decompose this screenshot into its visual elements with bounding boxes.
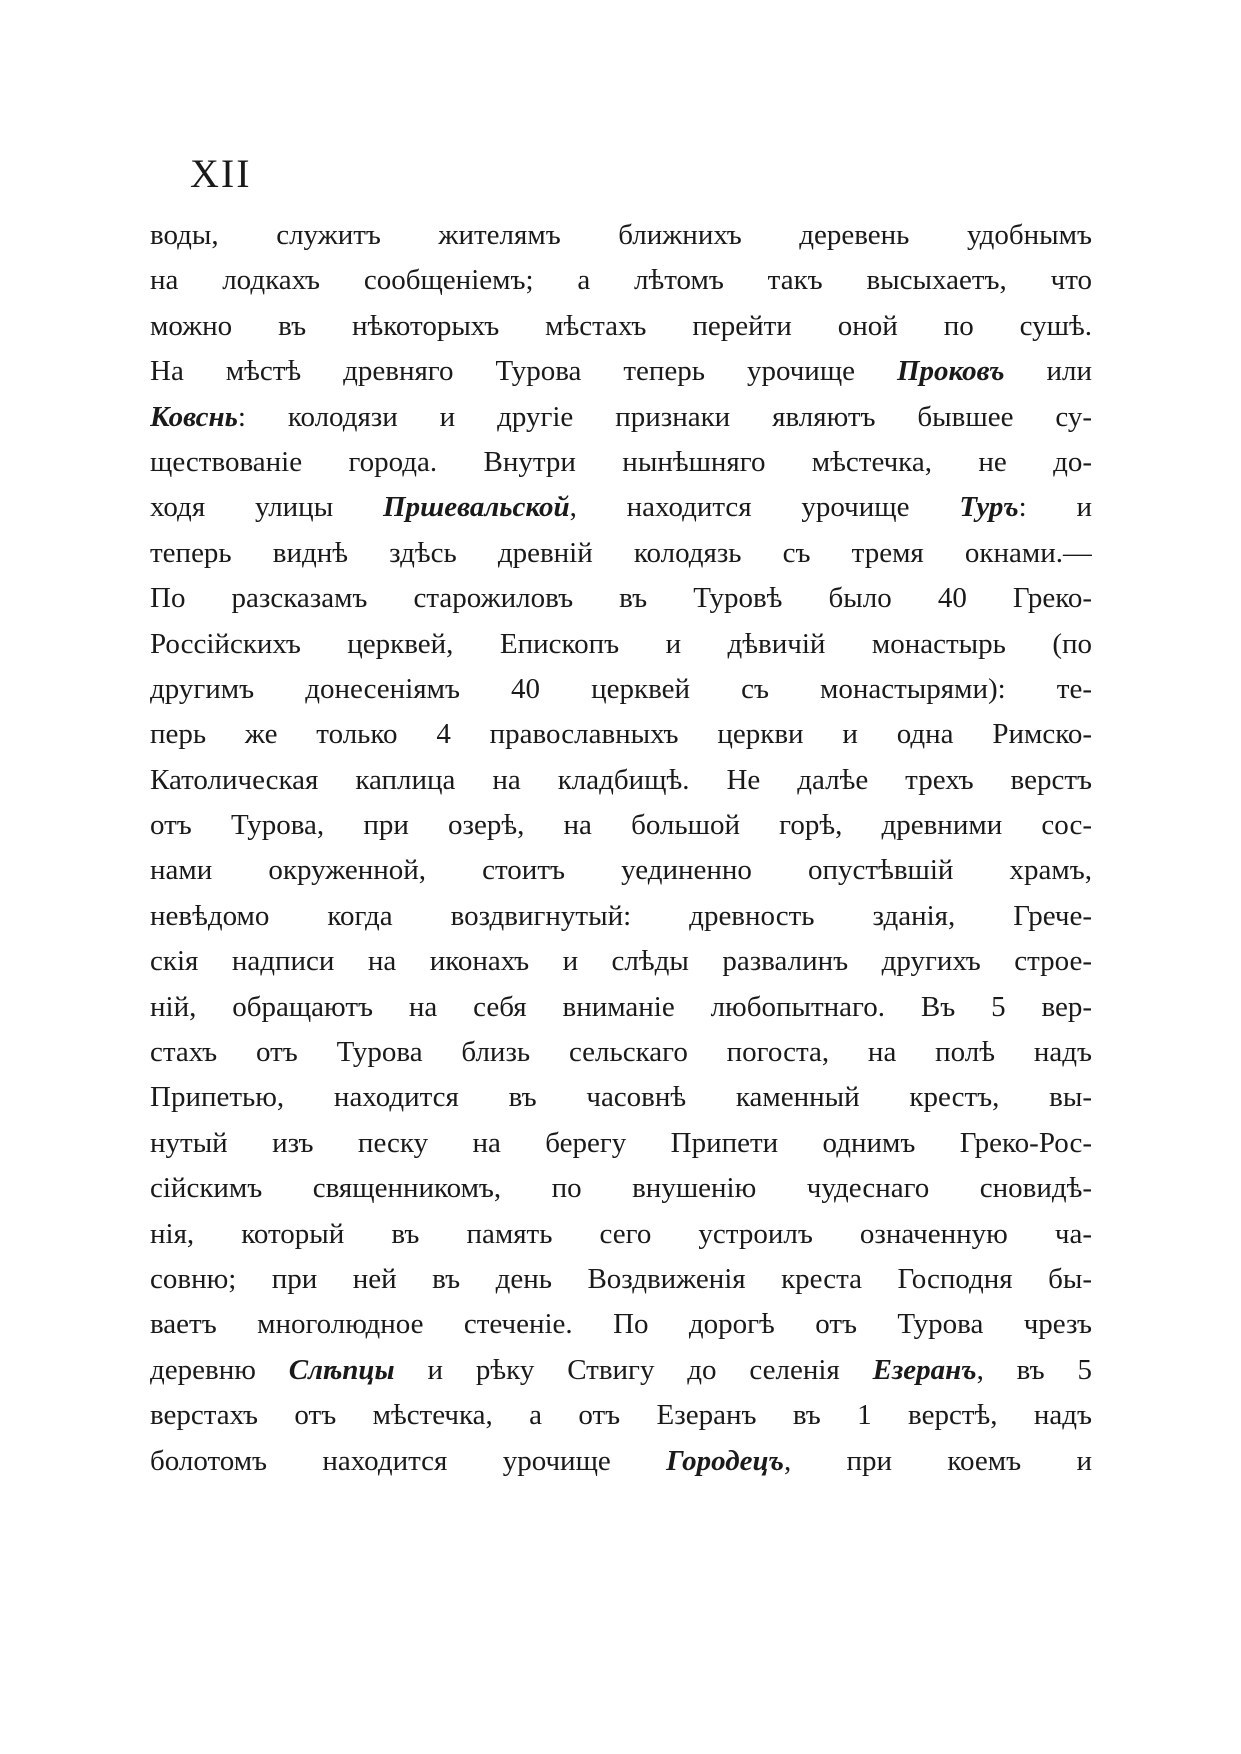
body-text — [150, 213, 1092, 1484]
text-line — [150, 440, 1092, 485]
text-line — [150, 213, 1092, 258]
text-segment: нія, который въ память сего устроилъ означенную ча- — [150, 1217, 1092, 1250]
text-line — [150, 304, 1092, 349]
text-segment: деревню — [150, 1353, 289, 1386]
text-segment: На мѣстѣ древняго Турова теперь урочище — [150, 355, 897, 388]
text-segment: Католическая каплица на кладбищѣ. Не далѣе трехъ верстъ — [150, 763, 1092, 796]
text-line — [150, 1393, 1092, 1438]
text-segment: невѣдомо когда воздвигнутый: древность зданія, Грече- — [150, 899, 1092, 932]
text-segment: нами окруженной, стоитъ уединенно опустѣвшій храмъ, — [150, 854, 1092, 887]
text-line — [150, 1302, 1092, 1347]
text-segment: , при коемъ и — [783, 1444, 1092, 1477]
text-line — [150, 939, 1092, 984]
text-segment: и рѣку Ствигу до селенія — [394, 1353, 873, 1386]
text-segment: ній, обращаютъ на себя вниманіе любопытнаго. Въ 5 вер- — [150, 990, 1092, 1023]
text-segment: стахъ отъ Турова близь сельскаго погоста, на полѣ надъ — [150, 1036, 1092, 1069]
text-segment: перь же только 4 православныхъ церкви и одна Римско- — [150, 718, 1092, 751]
text-segment: ваетъ многолюдное стеченіе. По дорогѣ отъ Турова чрезъ — [150, 1308, 1092, 1341]
text-segment: Россійскихъ церквей, Епископъ и дѣвичій монастырь (по — [150, 627, 1092, 660]
text-line — [150, 985, 1092, 1030]
text-line — [150, 258, 1092, 303]
text-segment: ходя улицы — [150, 491, 384, 524]
text-segment: теперь виднѣ здѣсь древній колодязь съ тремя окнами.— — [150, 536, 1092, 569]
text-segment: По разсказамъ старожиловъ въ Туровѣ было 40 Греко- — [150, 582, 1092, 615]
text-segment: скія надписи на иконахъ и слѣды развалинъ другихъ строе- — [150, 945, 1092, 978]
italic-place-name: Проковъ — [897, 355, 1005, 388]
text-line — [150, 1121, 1092, 1166]
text-segment: , въ 5 — [976, 1353, 1092, 1386]
text-segment: или — [1004, 355, 1092, 388]
text-line — [150, 531, 1092, 576]
text-segment: ществованіе города. Внутри нынѣшняго мѣстечка, не до- — [150, 445, 1092, 478]
text-segment: Припетью, находится въ часовнѣ каменный крестъ, вы- — [150, 1081, 1092, 1114]
text-line — [150, 1030, 1092, 1075]
text-line — [150, 576, 1092, 621]
text-segment: , находится урочище — [569, 491, 960, 524]
italic-place-name: Ковснь — [150, 400, 238, 433]
text-line — [150, 667, 1092, 712]
italic-place-name: Пршевальской — [383, 491, 570, 524]
text-line — [150, 485, 1092, 530]
italic-place-name: Езеранъ — [872, 1353, 977, 1386]
text-line — [150, 712, 1092, 757]
text-line — [150, 894, 1092, 939]
text-line — [150, 1212, 1092, 1257]
italic-place-name: Слѣпцы — [288, 1353, 395, 1386]
italic-place-name: Туръ — [959, 491, 1019, 524]
italic-place-name: Городецъ — [666, 1444, 784, 1477]
text-line — [150, 758, 1092, 803]
text-segment: можно въ нѣкоторыхъ мѣстахъ перейти оной по сушѣ. — [150, 309, 1092, 342]
text-line — [150, 395, 1092, 440]
text-segment: : колодязи и другіе признаки являютъ бывшее су- — [237, 400, 1092, 433]
text-line — [150, 1166, 1092, 1211]
text-line — [150, 349, 1092, 394]
text-segment: нутый изъ песку на берегу Припети однимъ Греко-Рос- — [150, 1126, 1092, 1159]
text-segment: на лодкахъ сообщеніемъ; а лѣтомъ такъ высыхаетъ, что — [150, 264, 1092, 297]
text-segment: болотомъ находится урочище — [150, 1444, 667, 1477]
text-line — [150, 622, 1092, 667]
text-segment: : и — [1018, 491, 1092, 524]
text-segment: верстахъ отъ мѣстечка, а отъ Езеранъ въ 1 верстѣ, надъ — [150, 1399, 1092, 1432]
text-segment: отъ Турова, при озерѣ, на большой горѣ, древними сос- — [150, 809, 1092, 842]
page-number: XII — [190, 151, 252, 196]
text-segment: другимъ донесеніямъ 40 церквей съ монастырями): те- — [150, 672, 1092, 705]
text-line — [150, 1257, 1092, 1302]
text-line — [150, 1439, 1092, 1484]
text-line — [150, 803, 1092, 848]
text-segment: воды, служитъ жителямъ ближнихъ деревень удобнымъ — [150, 219, 1092, 251]
text-line — [150, 848, 1092, 893]
text-line — [150, 1348, 1092, 1393]
text-line — [150, 1075, 1092, 1120]
text-segment: сійскимъ священникомъ, по внушенію чудеснаго сновидѣ- — [150, 1172, 1092, 1205]
text-segment: совню; при ней въ день Воздвиженія креста Господня бы- — [150, 1262, 1092, 1295]
